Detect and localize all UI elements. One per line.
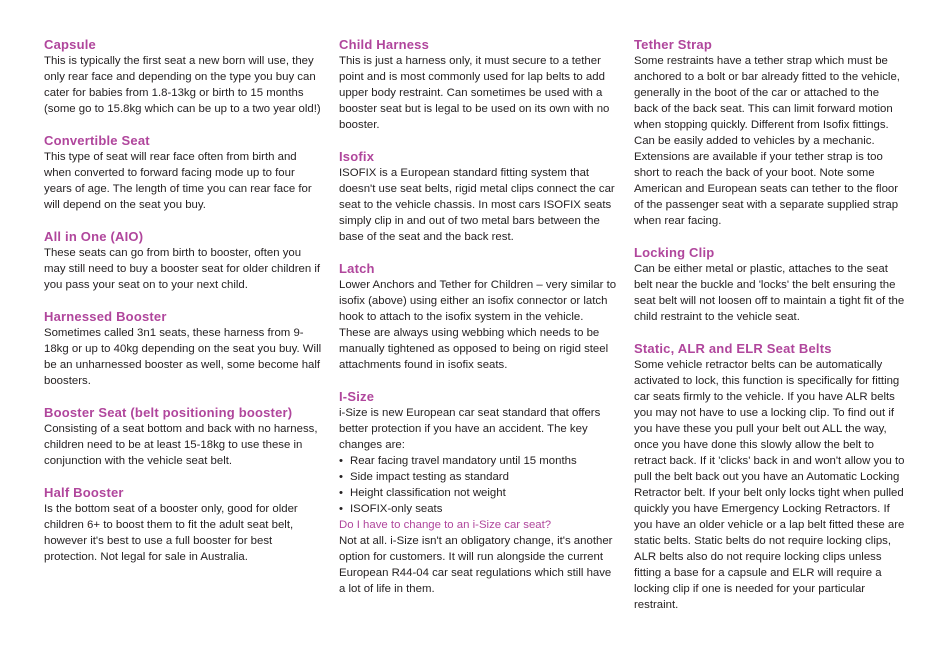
section-title: Tether Strap <box>634 37 713 52</box>
section-title: Static, ALR and ELR Seat Belts <box>634 341 832 356</box>
bullet-item: • Height classification not weight <box>339 485 617 501</box>
section <box>634 341 906 613</box>
section-title: Latch <box>339 261 375 276</box>
faq-answer: Not at all. i-Size isn't an obligatory change, it's another option for customers. It will run alongside the current European R44-04 car seat regulations which still have a lot of life in them. <box>339 535 613 595</box>
section-body: This is typically the first seat a new born will use, they only rear face and depending on the type you buy can cater for babies from 1.8-13kg or birth to 15 months (some go to 15.8kg which can be up to a two year old!) <box>44 55 321 115</box>
section-title: Locking Clip <box>634 245 715 260</box>
section <box>44 229 322 293</box>
section <box>634 245 906 325</box>
section-body: These seats can go from birth to booster, often you may still need to buy a booster seat for older children if you pass your seat on to your next child. <box>44 247 321 291</box>
section-body: Consisting of a seat bottom and back with no harness, children need to be at least 15-18kg to use these in conjunction with the vehicle seat belt. <box>44 423 318 467</box>
section <box>44 133 322 213</box>
section-title: Isofix <box>339 149 375 164</box>
section-body: This type of seat will rear face often from birth and when converted to forward facing mode up to four years of age. The length of time you can rear face for will depend on the seat you buy. <box>44 151 312 211</box>
section-title: Convertible Seat <box>44 133 150 148</box>
section-body: Can be either metal or plastic, attaches to the seat belt near the buckle and 'locks' the belt ensuring the seat belt will not loosen off to maintain a tight fit of the child restraint to the vehicle seat. <box>634 263 905 323</box>
section <box>634 37 906 229</box>
section-body: Some restraints have a tether strap which must be anchored to a bolt or bar already fitted to the vehicle, generally in the boot of the car or attached to the back of the back seat. This can limit forward motion when stopping quickly. Different from Isofix fittings. Can be easily added to vehicles by a mechanic. Extensions are available if your tether strap is too short to reach the back of your boot. Note some American and European seats can tether to the floor of the passenger seat with a separate supplied strap when rear facing. <box>634 55 900 227</box>
section <box>339 261 617 373</box>
section-title: Harnessed Booster <box>44 309 167 324</box>
bullet-item: • ISOFIX-only seats <box>339 501 617 517</box>
faq-question: Do I have to change to an i-Size car seat? <box>339 519 552 531</box>
section-title: Booster Seat (belt positioning booster) <box>44 405 293 420</box>
section-body: Is the bottom seat of a booster only, good for older children 6+ to boost them to fit the adult seat belt, however it's best to use a full booster for best protection. Not legal for sale in Australia. <box>44 503 298 563</box>
column-middle <box>339 37 617 613</box>
section-body: Sometimes called 3n1 seats, these harness from 9-18kg or up to 40kg depending on the seat you buy. Will be an unharnessed booster as well, some become half boosters. <box>44 327 322 387</box>
section-title: I-Size <box>339 389 375 404</box>
section <box>339 37 617 133</box>
section-body: This is just a harness only, it must secure to a tether point and is most commonly used for lap belts to add upper body restraint. Can sometimes be used with a booster seat but is legal to be used on its own with no booster. <box>339 55 610 131</box>
section-title: All in One (AIO) <box>44 229 144 244</box>
section-title: Half Booster <box>44 485 124 500</box>
bullet-item: • Side impact testing as standard <box>339 469 617 485</box>
section-title: Child Harness <box>339 37 430 52</box>
section <box>339 389 617 597</box>
section <box>44 405 322 469</box>
bullet-item: • Rear facing travel mandatory until 15 months <box>339 453 617 469</box>
section <box>339 149 617 245</box>
section-body: Some vehicle retractor belts can be automatically activated to lock, this function is specifically for fitting car seats firmly to the vehicle. If you have ALR belts you may not have to use a locking clip. To find out if you have these you pull your belt out ALL the way, once you have done this slowly allow the belt to retract back. If it 'clicks' back in and won't allow you to pull the belt back out you have an Automatic Locking Retractor belt. If your belt only locks tight when pulled quickly you have Emergency Locking Retractors. If you have an older vehicle or a lap belt fitted these are static belts. Static belts do not require locking clips, ALR belts also do not require locking clips unless fitting a base for a capsule and ELR will require a locking clip if one is needed for your particular restraint. <box>634 359 905 611</box>
section-title: Capsule <box>44 37 96 52</box>
section <box>44 485 322 565</box>
section-body: i-Size is new European car seat standard that offers better protection if you have an accident. The key changes are: <box>339 407 601 451</box>
section-body: ISOFIX is a European standard fitting system that doesn't use seat belts, rigid metal clips connect the car seat to the vehicle chassis. In most cars ISOFIX seats simply clip in and out of two metal bars between the base of the seat and the back rest. <box>339 167 615 243</box>
bullet-list <box>339 453 617 517</box>
section <box>44 37 322 117</box>
column-left <box>44 37 322 581</box>
section <box>44 309 322 389</box>
column-right <box>634 37 906 629</box>
section-body: Lower Anchors and Tether for Children – very similar to isofix (above) using either an isofix connector or latch hook to attach to the isofix system in the vehicle. These are always using webbing which needs to be manually tightened as opposed to being on rigid steel attachments found in isofix seats. <box>339 279 617 371</box>
